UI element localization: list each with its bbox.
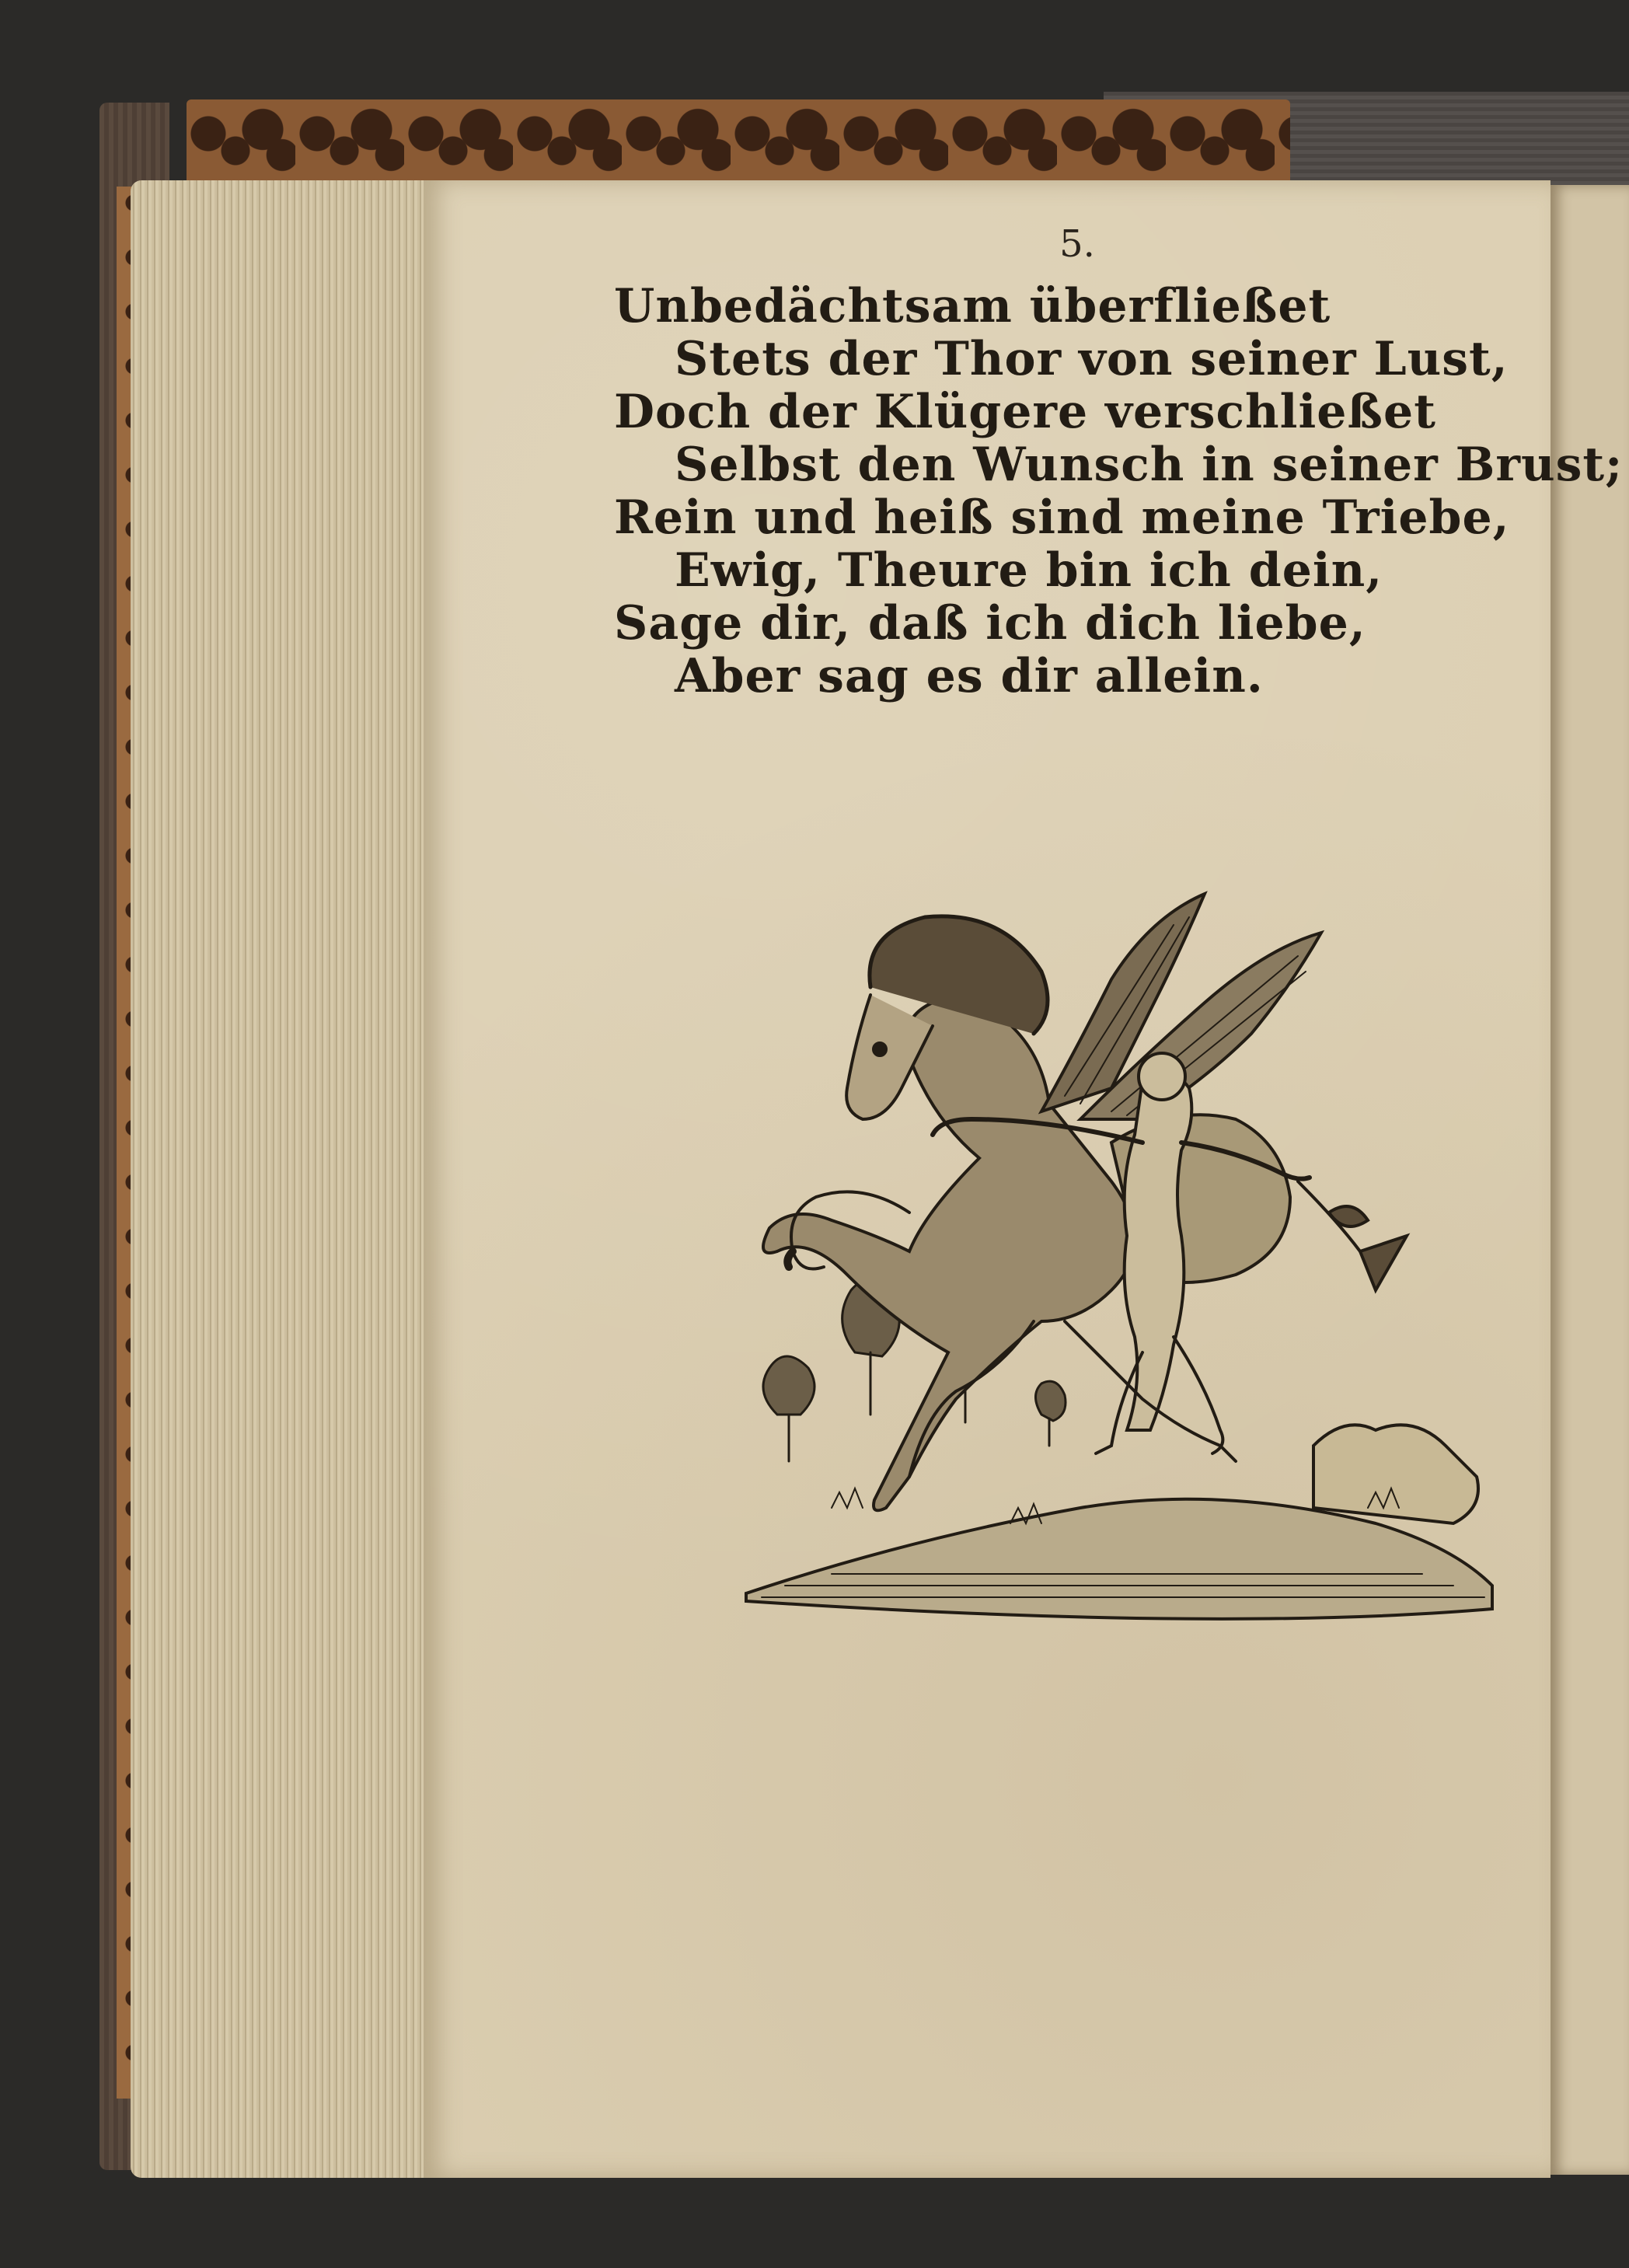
poem: [614, 279, 1624, 703]
page-number: 5.: [1059, 222, 1095, 266]
poem-line: Doch der Klügere verschließet: [614, 385, 1436, 439]
poem-line: Selbst den Wunsch in seiner Brust;: [675, 438, 1624, 492]
page-edges: [131, 180, 441, 2178]
pegasus-woodcut-icon: [676, 886, 1500, 1648]
poem-line: Ewig, Theure bin ich dein,: [675, 543, 1383, 598]
poem-line: Rein und heiß sind meine Triebe,: [614, 490, 1510, 545]
poem-line: Sage dir, daß ich dich liebe,: [614, 596, 1366, 651]
cover-marbled-edge: [187, 99, 1290, 185]
poem-line: Aber sag es dir allein.: [675, 649, 1264, 703]
poem-line: Unbedächtsam überfließet: [614, 279, 1331, 333]
poem-line: Stets der Thor von seiner Lust,: [675, 332, 1509, 386]
